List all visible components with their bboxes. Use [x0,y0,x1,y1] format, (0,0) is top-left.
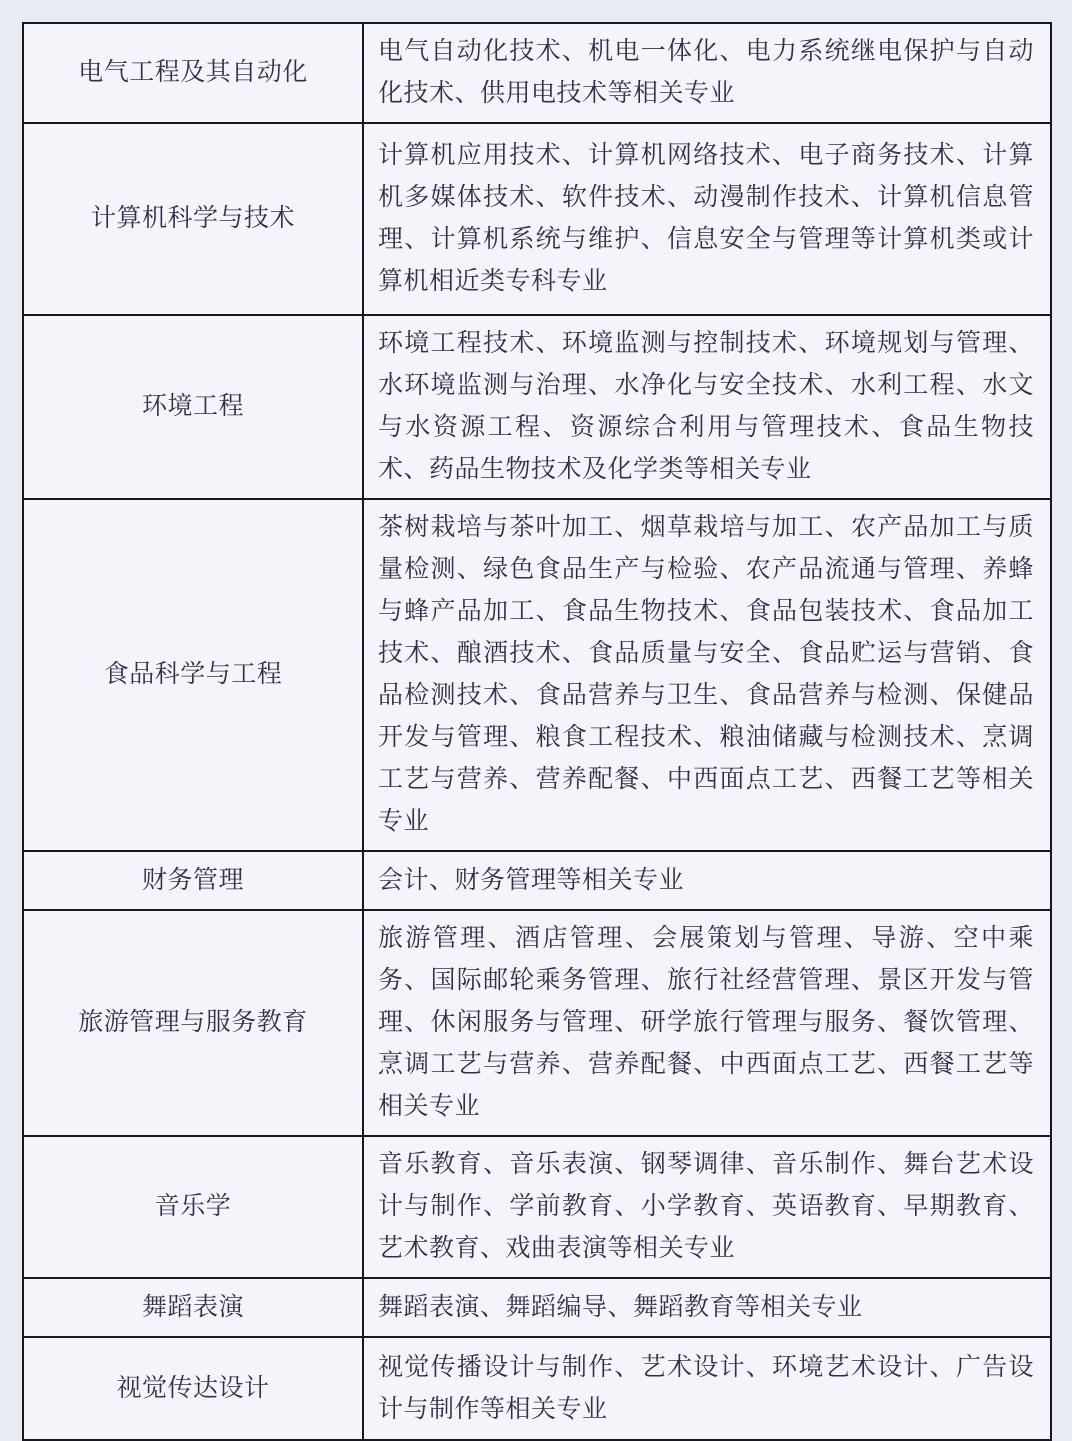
table-row [23,23,1051,123]
major-name-cell: 旅游管理与服务教育 [23,910,363,1136]
major-name-cell: 视觉传达设计 [23,1337,363,1440]
major-name-cell: 舞蹈表演 [23,1278,363,1337]
major-name-cell: 食品科学与工程 [23,499,363,851]
table-row [23,315,1051,499]
major-name-cell: 财务管理 [23,851,363,910]
related-programs-cell: 会计、财务管理等相关专业 [363,851,1051,910]
major-name-cell: 音乐学 [23,1136,363,1278]
related-programs-cell: 茶树栽培与茶叶加工、烟草栽培与加工、农产品加工与质量检测、绿色食品生产与检验、农产品流通与管理、养蜂与蜂产品加工、食品生物技术、食品包装技术、食品加工技术、酿酒技术、食品质量与安全、食品贮运与营销、食品检测技术、食品营养与卫生、食品营养与检测、保健品开发与管理、粮食工程技术、粮油储藏与检测技术、烹调工艺与营养、营养配餐、中西面点工艺、西餐工艺等相关专业 [363,499,1051,851]
table-row [23,123,1051,315]
table-row [23,910,1051,1136]
major-name-cell: 环境工程 [23,315,363,499]
related-programs-cell: 计算机应用技术、计算机网络技术、电子商务技术、计算机多媒体技术、软件技术、动漫制作技术、计算机信息管理、计算机系统与维护、信息安全与管理等计算机类或计算机相近类专科专业 [363,123,1051,315]
majors-mapping-table [22,22,1052,1441]
table-row [23,1278,1051,1337]
table-row [23,851,1051,910]
related-programs-cell: 环境工程技术、环境监测与控制技术、环境规划与管理、水环境监测与治理、水净化与安全技术、水利工程、水文与水资源工程、资源综合利用与管理技术、食品生物技术、药品生物技术及化学类等相关专业 [363,315,1051,499]
table-body [23,23,1051,1440]
related-programs-cell: 舞蹈表演、舞蹈编导、舞蹈教育等相关专业 [363,1278,1051,1337]
related-programs-cell: 音乐教育、音乐表演、钢琴调律、音乐制作、舞台艺术设计与制作、学前教育、小学教育、英语教育、早期教育、艺术教育、戏曲表演等相关专业 [363,1136,1051,1278]
related-programs-cell: 电气自动化技术、机电一体化、电力系统继电保护与自动化技术、供用电技术等相关专业 [363,23,1051,123]
related-programs-cell: 旅游管理、酒店管理、会展策划与管理、导游、空中乘务、国际邮轮乘务管理、旅行社经营管理、景区开发与管理、休闲服务与管理、研学旅行管理与服务、餐饮管理、烹调工艺与营养、营养配餐、中西面点工艺、西餐工艺等相关专业 [363,910,1051,1136]
table-row [23,1337,1051,1440]
major-name-cell: 计算机科学与技术 [23,123,363,315]
table-row [23,1136,1051,1278]
table-row [23,499,1051,851]
major-name-cell: 电气工程及其自动化 [23,23,363,123]
related-programs-cell: 视觉传播设计与制作、艺术设计、环境艺术设计、广告设计与制作等相关专业 [363,1337,1051,1440]
